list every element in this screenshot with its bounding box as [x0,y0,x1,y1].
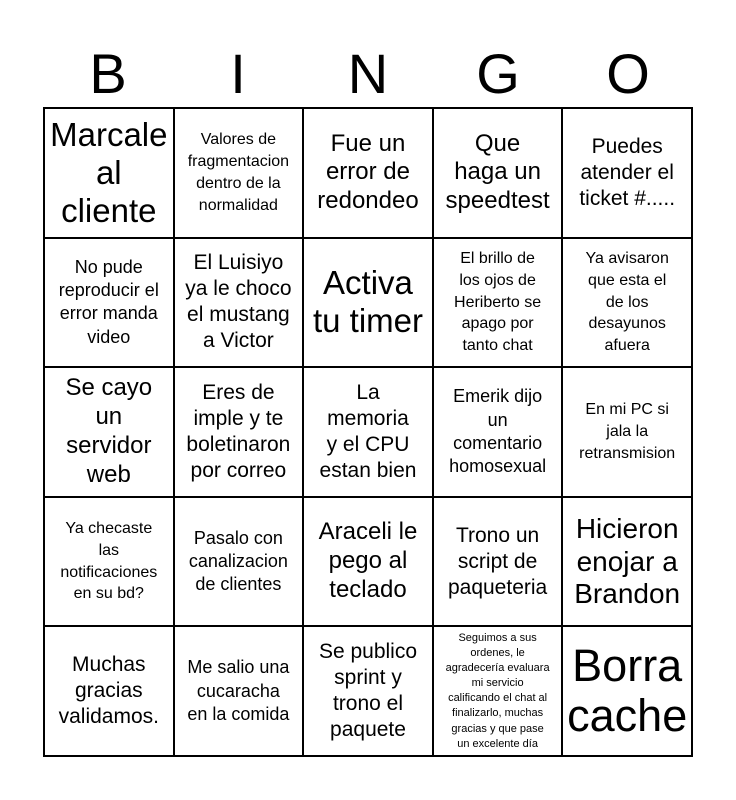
bingo-cell-text: No pude reproducir el error manda video [58,256,159,347]
bingo-cell-r2-c3[interactable] [303,238,433,368]
bingo-cell-r3-c4[interactable] [433,367,563,497]
bingo-cell-r4-c5[interactable] [562,497,692,627]
bingo-cell-text: Eres de imple y te boletinaron por correo [186,380,291,483]
bingo-cell-text: Araceli le pego al teclado [318,518,418,603]
bingo-cell-text: Ya avisaron que esta el de los desayunos afuera [585,250,669,355]
header-letter-b: B [89,42,127,105]
bingo-cell-text: El brillo de los ojos de Heriberto se apago por tanto chat [454,250,542,355]
bingo-cell-r4-c2[interactable] [174,497,304,627]
bingo-cell-r1-c1[interactable] [44,108,174,238]
header-letter-o: O [606,42,650,105]
bingo-cell-text: Borra cache [567,639,688,742]
bingo-cell-r3-c5[interactable] [562,367,692,497]
bingo-cell-r2-c5[interactable] [562,238,692,368]
bingo-cell-text: Se cayo un servidor web [65,374,153,488]
bingo-cell-r5-c2[interactable] [174,626,304,756]
bingo-cell-text: Emerik dijo un comentario homosexual [449,386,547,477]
bingo-cell-r2-c2[interactable] [174,238,304,368]
bingo-cell-text: Pasalo con canalizacion de clientes [188,527,288,595]
bingo-cell-text: Seguimos a sus ordenes, le agradecería evaluara mi servicio calificando el chat al finalizarlo, muchas gracias y que pase un excelente día [445,631,550,750]
bingo-cell-text: Muchas gracias validamos. [58,653,159,729]
bingo-header [43,40,693,108]
bingo-cell-r4-c3[interactable] [303,497,433,627]
bingo-cell-r1-c2[interactable] [174,108,304,238]
bingo-cell-text: Hicieron enojar a Brandon [574,513,681,609]
bingo-cell-text: Puedes atender el ticket #..... [579,134,676,210]
header-letter-g: G [476,42,520,105]
bingo-cell-r4-c4[interactable] [433,497,563,627]
bingo-cell-r5-c4[interactable] [433,626,563,756]
header-letter-n: N [347,42,389,105]
bingo-cell-r1-c3[interactable] [303,108,433,238]
bingo-cell-r4-c1[interactable] [44,497,174,627]
bingo-cell-text: En mi PC si jala la retransmision [579,401,676,462]
header-letter-i: I [230,42,246,105]
bingo-cell-text: El Luisiyo ya le choco el mustang a Victor [185,251,292,353]
bingo-cell-r2-c4[interactable] [433,238,563,368]
bingo-cell-text: La memoria y el CPU estan bien [319,380,417,483]
bingo-cell-r2-c1[interactable] [44,238,174,368]
bingo-cell-text: Marcale al cliente [50,115,168,229]
bingo-cell-text: Valores de fragmentacion dentro de la normalidad [187,131,290,214]
bingo-cell-r5-c3[interactable] [303,626,433,756]
bingo-cell-r1-c4[interactable] [433,108,563,238]
bingo-cell-r5-c5[interactable] [562,626,692,756]
bingo-cell-text: Que haga un speedtest [445,129,550,215]
bingo-cell-r3-c3[interactable] [303,367,433,497]
bingo-board [43,107,693,757]
bingo-cell-text: Activa tu timer [312,264,423,340]
bingo-cell-text: Ya checaste las notificaciones en su bd? [60,520,158,603]
bingo-cell-text: Me salio una cucaracha en la comida [187,657,290,724]
bingo-cell-r5-c1[interactable] [44,626,174,756]
bingo-cell-r3-c1[interactable] [44,367,174,497]
bingo-cell-r1-c5[interactable] [562,108,692,238]
bingo-cell-text: Trono un script de paqueteria [447,523,548,599]
bingo-cell-r3-c2[interactable] [174,367,304,497]
bingo-cell-text: Se publico sprint y trono el paquete [318,640,418,742]
bingo-cell-text: Fue un error de redondeo [317,129,419,215]
